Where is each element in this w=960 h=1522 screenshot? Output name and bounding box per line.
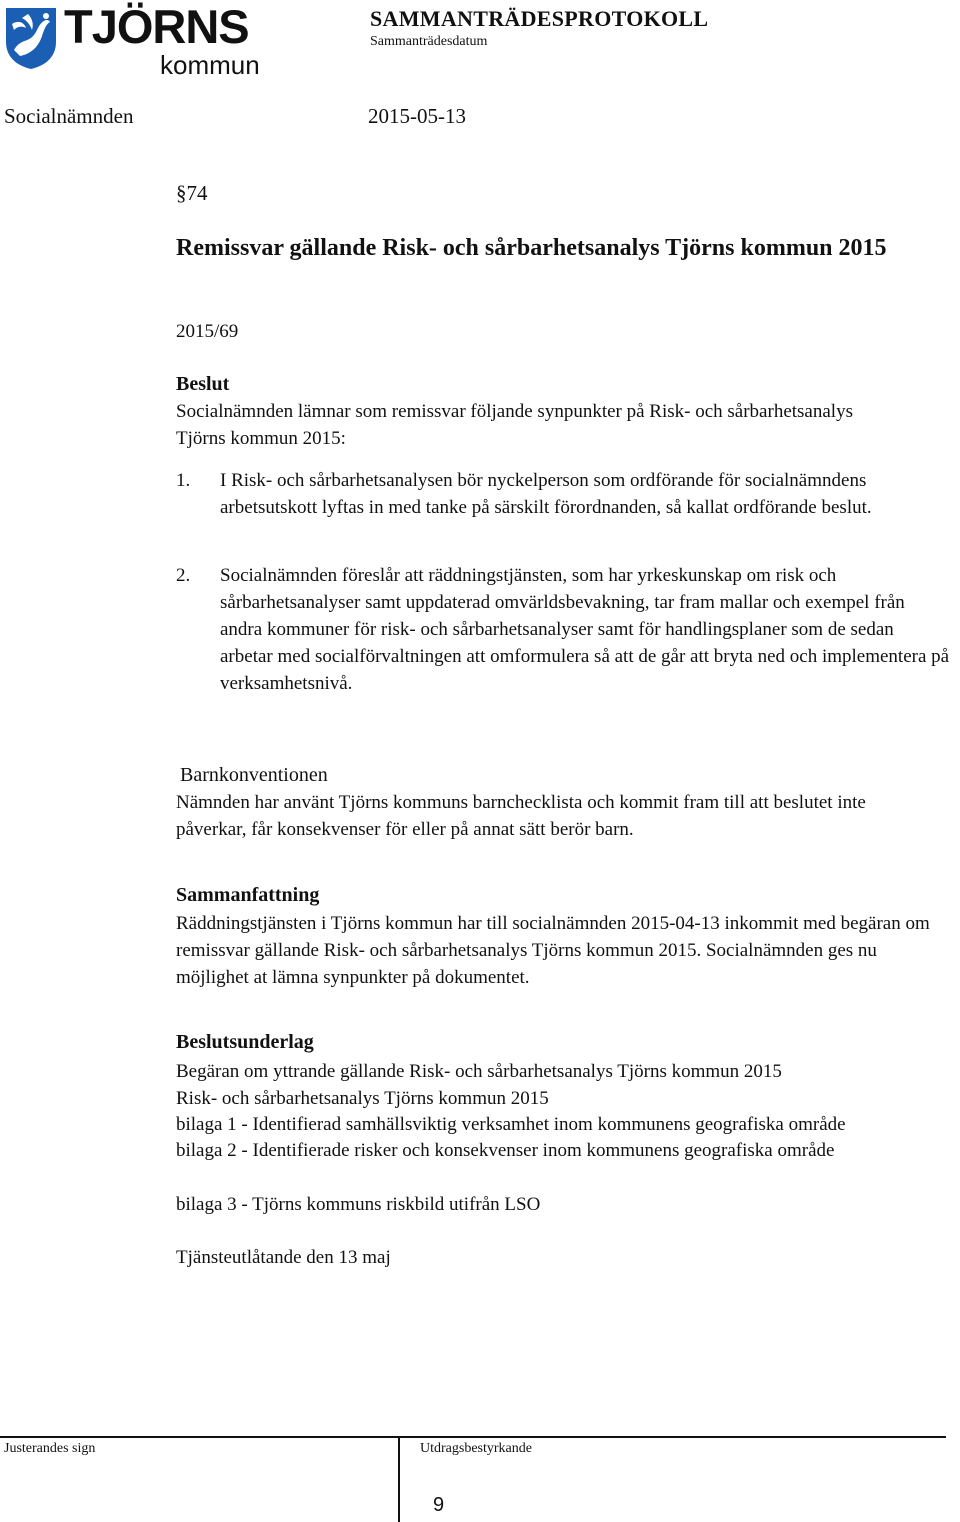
list-item-text: Socialnämnden föreslår att räddningstjänsten, som har yrkeskunskap om risk och sårbarhetsanalyser samt uppdaterad omvärldsbevakning, tar fram mallar och exempel från andra kommuner för risk- och sårbarhetsanalyser samt för handlingsplaner som de sedan arbetar med socialförvaltningen att omformulera så att de går att bryta ned och implementera på verksamhetsnivå.	[220, 565, 950, 694]
document-title: SAMMANTRÄDESPROTOKOLL	[370, 6, 709, 31]
signature-divider	[0, 1436, 946, 1438]
beslutsunderlag-item: Risk- och sårbarhetsanalys Tjörns kommun 2015	[176, 1088, 549, 1109]
beslutsunderlag-item: bilaga 3 - Tjörns kommuns riskbild utifrån LSO	[176, 1194, 541, 1215]
beslut-heading: Beslut	[176, 373, 230, 395]
beslutsunderlag-item: Begäran om yttrande gällande Risk- och sårbarhetsanalys Tjörns kommun 2015	[176, 1061, 782, 1082]
barnkonventionen-text: Nämnden har använt Tjörns kommuns barnchecklista och kommit fram till att beslutet inte påverkar, får konsekvenser för eller på annat sätt berör barn.	[176, 792, 866, 840]
beslutsunderlag-heading: Beslutsunderlag	[176, 1031, 314, 1053]
beslutsunderlag-footer: Tjänsteutlåtande den 13 maj	[176, 1247, 391, 1268]
page-number: 9	[433, 1494, 445, 1516]
list-item-number: 2.	[176, 565, 191, 586]
meeting-date: 2015-05-13	[368, 104, 466, 128]
list-item-text: I Risk- och sårbarhetsanalysen bör nyckelperson som ordförande för socialnämndens arbetsutskott lyftas in med tanke på särskilt förordnanden, så kallat ordförande beslut.	[220, 470, 872, 518]
barnkonventionen-heading: Barnkonventionen	[180, 764, 328, 786]
document-subtitle: Sammanträdesdatum	[370, 34, 488, 49]
page-title: Remissvar gällande Risk- och sårbarhetsanalys Tjörns kommun 2015	[176, 235, 887, 261]
logo-name: TJÖRNS	[64, 0, 249, 53]
beslut-item-2	[176, 562, 956, 702]
sammanfattning-text: Räddningstjänsten i Tjörns kommun har till socialnämnden 2015-04-13 inkommit med begäran om remissvar gällande Risk- och sårbarhetsanalys Tjörns kommun 2015. Socialnämnden ges nu möjlighet at lämna synpunkter på dokumentet.	[176, 913, 930, 988]
utdragsbestyrkande-label: Utdragsbestyrkande	[420, 1441, 532, 1456]
beslut-intro: Socialnämnden lämnar som remissvar följande synpunkter på Risk- och sårbarhetsanalys Tjörns kommun 2015:	[176, 401, 853, 449]
signature-column-divider	[398, 1436, 400, 1522]
case-reference: 2015/69	[176, 321, 239, 342]
beslut-item-1	[176, 467, 956, 551]
paragraph-number: §74	[176, 181, 208, 205]
organ-name: Socialnämnden	[4, 104, 134, 128]
list-item-number: 1.	[176, 470, 191, 491]
sammanfattning-heading: Sammanfattning	[176, 884, 320, 906]
justerandes-sign-label: Justerandes sign	[4, 1441, 96, 1456]
municipality-logo-icon	[4, 6, 58, 70]
beslutsunderlag-item: bilaga 2 - Identifierade risker och konsekvenser inom kommunens geografiska område	[176, 1140, 835, 1161]
logo-subtitle: kommun	[160, 50, 260, 80]
beslutsunderlag-item: bilaga 1 - Identifierad samhällsviktig verksamhet inom kommunens geografiska område	[176, 1114, 846, 1135]
